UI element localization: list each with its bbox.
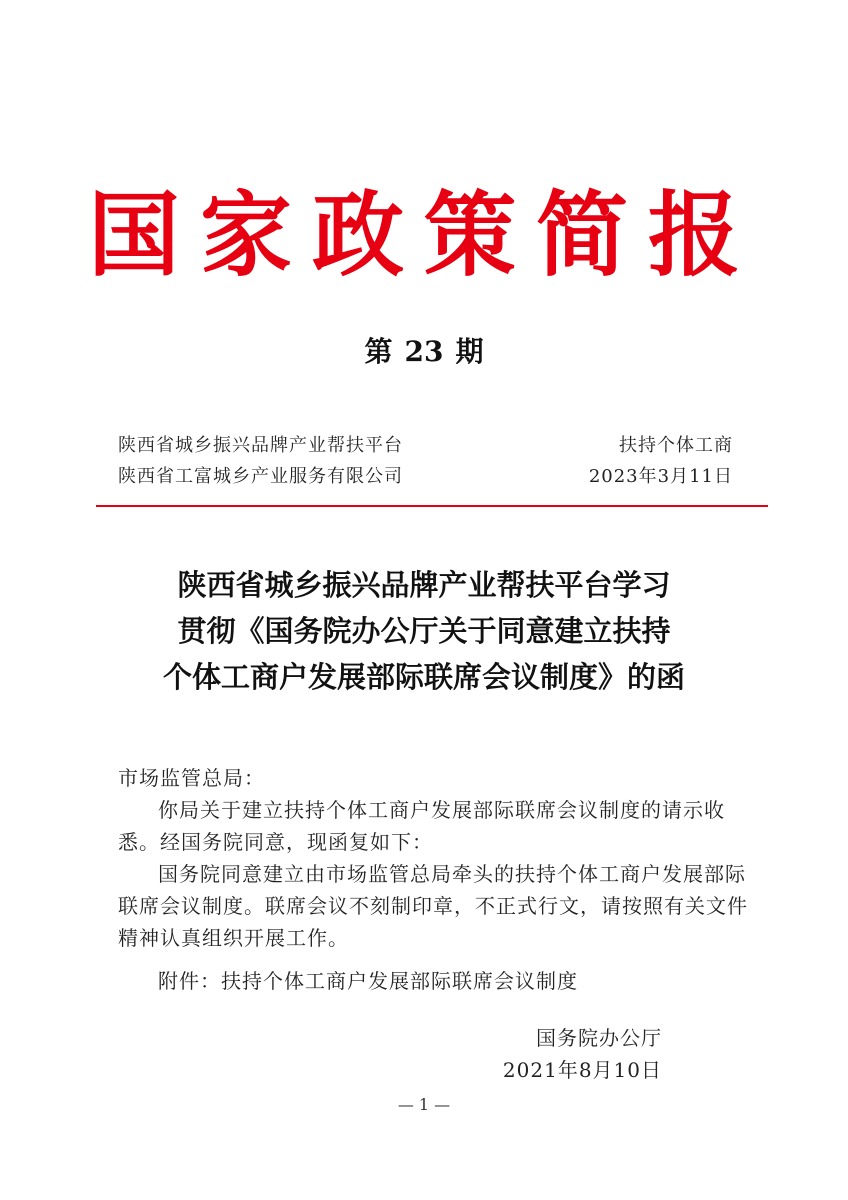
issuer-1: 陕西省城乡振兴品牌产业帮扶平台 — [118, 435, 403, 456]
red-divider — [96, 505, 768, 507]
attachment-line: 附件：扶持个体工商户发展部际联席会议制度 — [158, 969, 578, 993]
title-line-1: 陕西省城乡振兴品牌产业帮扶平台学习 — [177, 568, 671, 602]
paragraph-1: 你局关于建立扶持个体工商户发展部际联席会议制度的请示收悉。经国务院同意，现函复如下： — [118, 798, 725, 854]
title-line-3: 个体工商户发展部际联席会议制度》的函 — [162, 660, 685, 694]
issue-date: 2023年3月11日 — [588, 466, 733, 487]
paragraph-2: 国务院同意建立由市场监管总局牵头的扶持个体工商户发展部际联席会议制度。联席会议不刻制印章，不正式行文，请按照有关文件精神认真组织开展工作。 — [118, 862, 748, 950]
issue-num: 23 — [404, 335, 444, 368]
title-line-2: 贯彻《国务院办公厅关于同意建立扶持 — [177, 614, 671, 648]
signature-block — [503, 1022, 662, 1086]
issue-number — [0, 332, 848, 372]
document-title — [0, 562, 848, 700]
document-body — [118, 762, 748, 954]
masthead-title: 国家政策简报 — [87, 181, 760, 289]
category: 扶持个体工商 — [619, 435, 733, 456]
salutation: 市场监管总局： — [118, 766, 265, 790]
signature-org: 国务院办公厅 — [536, 1026, 662, 1050]
issue-suffix: 期 — [455, 335, 484, 368]
signature-date: 2021年8月10日 — [502, 1058, 662, 1082]
issue-prefix: 第 — [364, 335, 393, 368]
issuer-2: 陕西省工富城乡产业服务有限公司 — [118, 466, 403, 487]
page-number: — 1 — — [397, 1095, 451, 1114]
